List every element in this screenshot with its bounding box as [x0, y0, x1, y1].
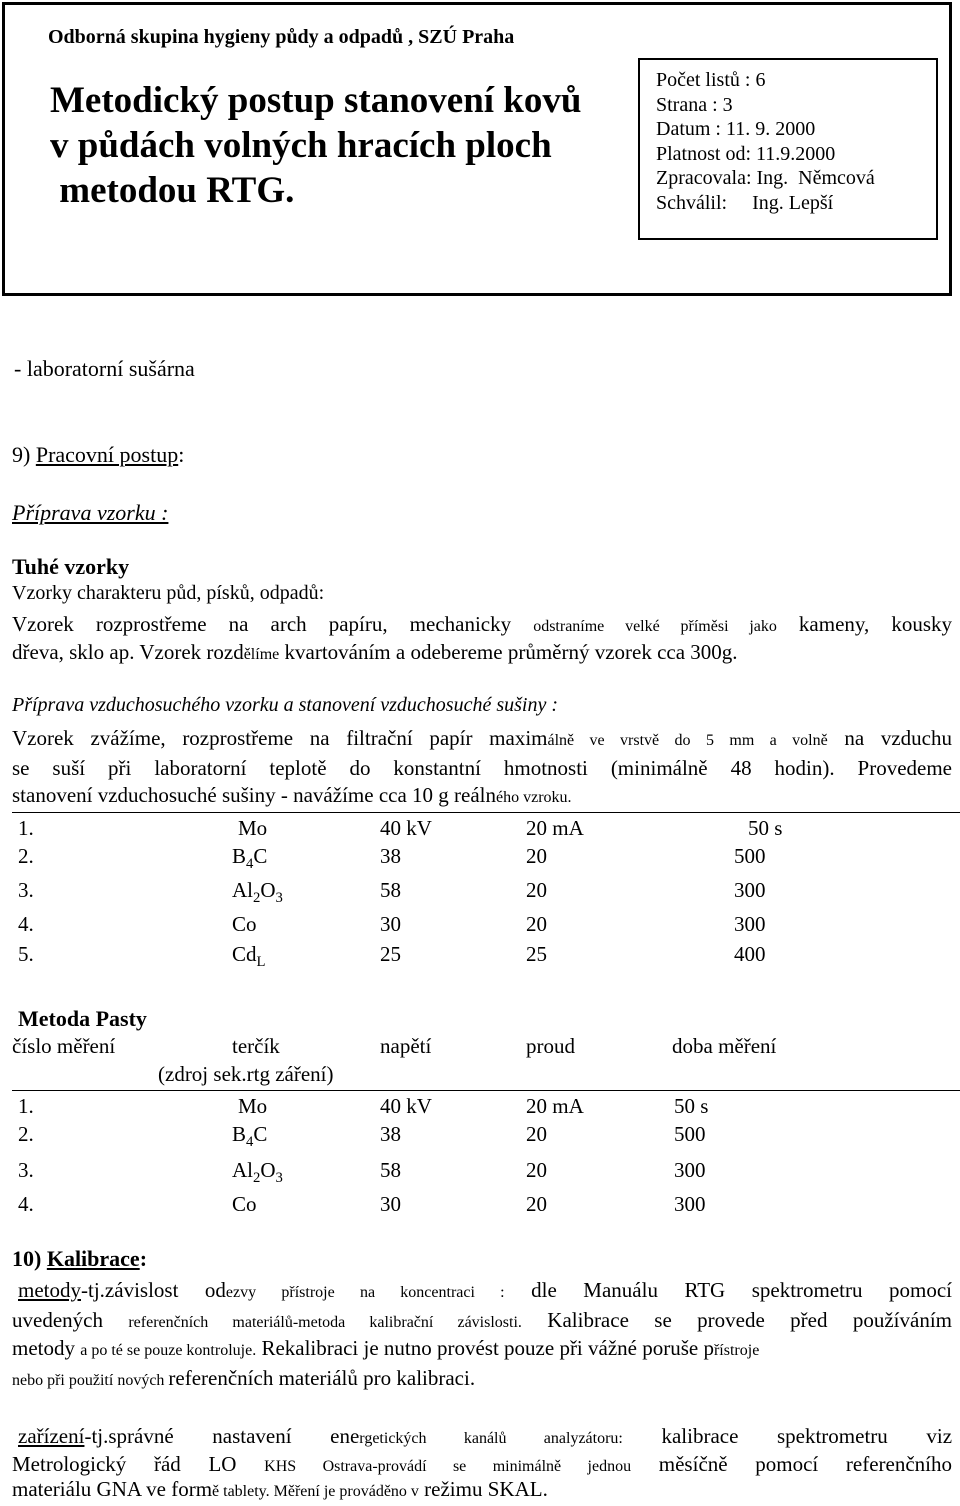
title-line-2: v půdách volných hracích ploch: [50, 125, 552, 166]
separator-line-2: [12, 1090, 960, 1091]
meta-valid-from: Platnost od: 11.9.2000: [656, 142, 836, 165]
meta-sheets: Počet listů : 6: [656, 69, 766, 91]
calibration-method-line-3: metody a po té se pouze kontroluje. Rekalibraci je nutno provést pouze při vážné poruše přístroje: [12, 1336, 760, 1360]
section-9-number: 9): [12, 442, 36, 467]
meta-prepared-by: Zpracovala: Ing. Němcová: [656, 167, 875, 190]
meta-approved-by: Schválil: Ing. Lepší: [656, 191, 834, 214]
section-9-colon: :: [178, 442, 185, 467]
section-10-title: Kalibrace: [46, 1246, 140, 1271]
calibration-method-line-4: nebo při použití nových referenčních materiálů pro kalibraci.: [12, 1366, 476, 1390]
document-title: [50, 78, 581, 213]
air-dry-heading: Příprava vzduchosuchého vzorku a stanovení vzduchosuché sušiny :: [12, 694, 558, 716]
meta-page: Strana : 3: [656, 93, 733, 116]
title-line-3: metodou RTG.: [50, 170, 295, 211]
solid-samples-line-3: dřeva, sklo ap. Vzorek rozdělíme kvartováním a odebereme průměrný vzorek cca 300g.: [12, 640, 738, 664]
solid-samples-heading: Tuhé vzorky: [12, 554, 130, 579]
separator-line-1: [12, 812, 960, 813]
air-dry-line-2: se suší při laboratorní teplotě do konstantní hmotnosti (minimálně 48 hodin). Provedeme: [12, 756, 952, 780]
meta-date: Datum : 11. 9. 2000: [656, 118, 816, 141]
equipment-line: - laboratorní sušárna: [14, 356, 195, 381]
document-meta-box: [638, 58, 938, 240]
calibration-device-line-2: Metrologický řád LO KHS Ostrava-provádí se minimálně jednou měsíčně pomocí referenčního: [12, 1452, 953, 1476]
section-9-heading: [12, 442, 184, 468]
section-10-heading: 10) Kalibrace:: [12, 1246, 148, 1271]
air-dry-line-1: Vzorek zvážíme, rozprostřeme na filtrační papír maximálně ve vrstvě do 5 mm a volně na vzduchu: [12, 726, 952, 750]
paste-method-heading: Metoda Pasty: [18, 1006, 147, 1031]
calibration-method-line-2: uvedených referenčních materiálů-metoda kalibrační závislosti. Kalibrace se provede před používáním: [12, 1308, 952, 1332]
paste-table-subheader: (zdroj sek.rtg záření): [158, 1062, 334, 1086]
air-dry-line-3: stanovení vzduchosuché sušiny - navážíme cca 10 g reálného vzroku.: [12, 783, 572, 807]
title-line-1: Metodický postup stanovení kovů: [50, 80, 582, 121]
solid-samples-line-1: Vzorky charakteru půd, písků, odpadů:: [12, 582, 325, 604]
organization-name: Odborná skupina hygieny půdy a odpadů , SZÚ Praha: [48, 26, 515, 48]
section-9-title: Pracovní postup: [35, 442, 179, 467]
calibration-device-line-3: materiálu GNA ve formě tablety. Měření je prováděno v režimu SKAL.: [12, 1477, 548, 1501]
solid-samples-line-2: Vzorek rozprostřeme na arch papíru, mechanicky odstraníme velké příměsi jako kameny, kousky: [12, 612, 953, 636]
calibration-method-line-1: metody-tj.závislost odezvy přístroje na koncentraci : dle Manuálu RTG spektrometru pomocí: [18, 1278, 952, 1302]
calibration-device-line-1: zařízení-tj.správné nastavení energetických kanálů analyzátoru: kalibrace spektrometru viz: [18, 1424, 953, 1448]
sample-prep-heading: Příprava vzorku :: [12, 500, 169, 525]
